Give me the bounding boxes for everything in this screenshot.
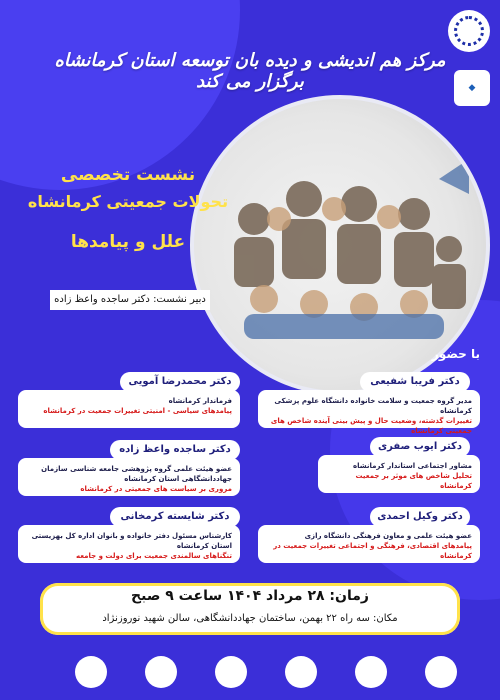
attendees-heading: با حضور	[431, 347, 480, 361]
speaker-card	[318, 455, 480, 493]
topic-title: تحولات جمعیتی کرمانشاه	[27, 192, 229, 211]
headline: مرکز هم اندیشی و دیده بان توسعه استان کرمانشاه برگزار می کند	[54, 50, 446, 92]
event-time: زمان: ۲۸ مرداد ۱۴۰۴ ساعت ۹ صبح	[131, 588, 369, 604]
sponsor-logos	[0, 648, 500, 700]
speaker-role: مشاور اجتماعی استاندار کرمانشاه	[352, 462, 472, 470]
secretary-label: دبیر نشست: دکتر ساجده واعظ زاده	[50, 290, 210, 310]
event-place: مکان: سه راه ۲۲ بهمن، ساختمان جهاددانشگاهی، سالن شهید نوروزنژاد	[102, 613, 398, 624]
sponsor-logo-icon	[75, 656, 107, 688]
speaker-name: دکتر شایسته کرمخانی	[110, 507, 240, 527]
speaker-role: کارشناس مسئول دفتر خانواده و بانوان اداره کل بهزیستی استان کرمانشاه	[31, 532, 232, 550]
sponsor-logo-icon	[145, 656, 177, 688]
speaker-talk: پیامدهای اقتصادی، فرهنگی و اجتماعی تغییرات جمعیت در کرمانشاه	[273, 542, 472, 560]
sponsor-logo-icon	[425, 656, 457, 688]
speaker-name: دکتر ساجده واعظ زاده	[110, 440, 240, 460]
speaker-role: مدیر گروه جمعیت و سلامت خانواده دانشگاه علوم پزشکی کرمانشاه	[274, 397, 472, 415]
speaker-name: دکتر ایوب صفری	[370, 437, 470, 457]
speaker-role: فرماندار کرمانشاه	[168, 397, 232, 405]
speaker-name: دکتر محمدرضا آمویی	[120, 372, 240, 392]
topic-subtitle: علل و پیامدها	[70, 232, 186, 252]
speaker-card	[18, 525, 240, 563]
speaker-card	[258, 525, 480, 563]
speaker-talk: تغییرات گذشته، وضعیت حال و پیش بینی آینده شاخص های جمعیتی کرمانشاه	[270, 417, 472, 435]
speaker-role: عضو هیئت علمی گروه پژوهشی جامعه شناسی سازمان جهاددانشگاهی استان کرمانشاه	[41, 465, 232, 483]
speaker-card	[18, 390, 240, 428]
speaker-card	[18, 458, 240, 496]
sponsor-logo-icon	[215, 656, 247, 688]
speaker-talk: تحلیل شاخص های موثر بر جمعیت کرمانشاه	[355, 472, 472, 490]
speaker-talk: پیامدهای سیاسی - امنیتی تغییرات جمعیت در کرمانشاه	[43, 407, 232, 415]
speaker-name: دکتر وکیل احمدی	[370, 507, 470, 527]
center-logo-icon	[448, 10, 490, 52]
speaker-card	[258, 390, 480, 435]
sponsor-logo-icon	[285, 656, 317, 688]
speaker-name: دکتر فریبا شفیعی	[360, 372, 470, 392]
speaker-talk: مروری بر سیاست های جمعیتی در کرمانشاه	[80, 485, 232, 493]
jihad-logo-icon: ◆	[454, 70, 490, 106]
sponsor-logo-icon	[355, 656, 387, 688]
session-title: نشست تخصصی	[60, 165, 196, 185]
speaker-talk: تنگناهای سالمندی جمعیت برای دولت و جامعه	[75, 552, 232, 560]
speaker-role: عضو هیئت علمی و معاون فرهنگی دانشگاه رازی	[304, 532, 472, 540]
